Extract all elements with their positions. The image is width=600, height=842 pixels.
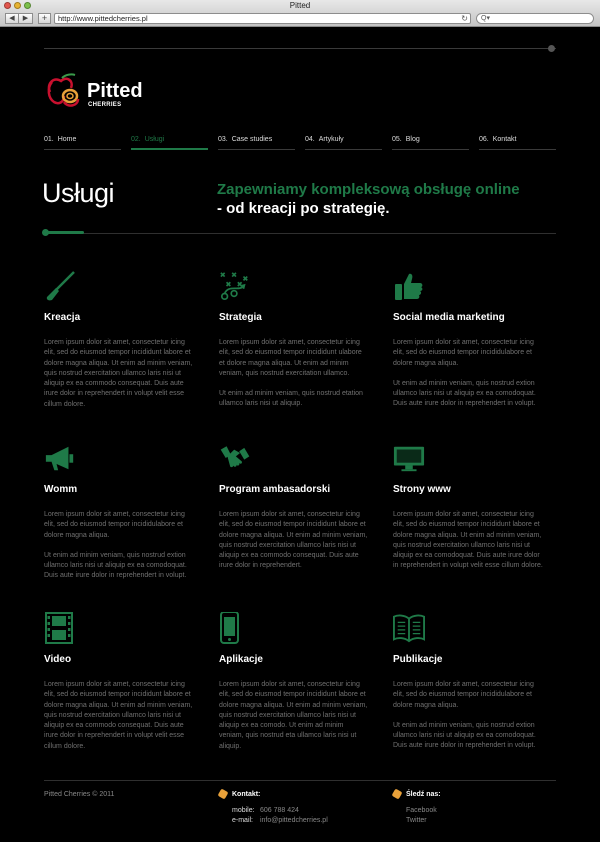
- top-divider: [44, 48, 556, 49]
- nav-label: Case studies: [231, 136, 273, 143]
- minimize-window-button[interactable]: [14, 2, 21, 9]
- service-description: Lorem ipsum dolor sit amet, consectetur icing elit, sed do eiusmod tempor incididunt ulabore et dolore magna aliqua. Ut enim ad minim veniam, quis nostrud exercitation ullamco.: [219, 339, 362, 377]
- book-icon: [393, 612, 425, 644]
- service-womm: [44, 442, 194, 582]
- nav-label: Blog: [405, 136, 420, 143]
- service-title: Program ambasadorski: [219, 484, 331, 495]
- strategy-icon: [219, 270, 251, 302]
- contact-email: [219, 816, 328, 826]
- service-title: Kreacja: [44, 312, 81, 323]
- service-description-extra: Ut enim ad minim veniam, quis nostrud extion ullamco laris nisi ut aliquip ex ea comodoquat. Duis aute irure dolor in reprehendert in volupt.: [393, 379, 536, 408]
- header-divider-accent: [44, 231, 84, 234]
- footer-divider: [44, 780, 556, 781]
- megaphone-icon: [44, 442, 76, 474]
- service-strategia: [219, 270, 369, 410]
- service-title: Womm: [44, 484, 78, 495]
- mobile-label: mobile:: [232, 807, 255, 814]
- header-divider: [44, 233, 556, 234]
- cherries-logo-icon: [44, 72, 86, 112]
- address-text: http://www.pittedcherries.pl: [58, 14, 148, 23]
- contact-title: Kontakt:: [232, 790, 261, 798]
- facebook-link[interactable]: Facebook: [406, 807, 437, 814]
- copyright: Pitted Cherries © 2011: [44, 791, 115, 798]
- footer-follow: [393, 790, 441, 826]
- monitor-icon: [393, 442, 425, 474]
- service-description: Lorem ipsum dolor sit amet, consectetur icing elit, sed do eiusmod tempor incididunt labore et dolore magna aliqua. Ut enim ad minim veniam, quis nostrud exercitation ullamco laris nisi ut aliquip ex ea comodo. Ut enim ad minim veniam, quis nostrud eta ullamco laris nisi ut aliquip.: [219, 681, 368, 750]
- film-icon: [44, 612, 76, 644]
- top-divider-dot: [548, 45, 555, 52]
- email-link[interactable]: info@pittedcherries.pl: [259, 817, 328, 824]
- search-field[interactable]: Q▾: [476, 13, 594, 24]
- handshake-icon: [219, 442, 251, 474]
- nav-number: 02.: [131, 136, 141, 143]
- forward-button[interactable]: ▶: [19, 13, 33, 24]
- service-title: Video: [44, 654, 72, 665]
- main-navigation: [44, 136, 556, 150]
- service-description-extra: Ut enim ad minim veniam, quis nostrud extion ullamco laris nisi ut aliquip ex ea comodoquat. Duis aute irure dolor in reprehendert in volupt.: [44, 551, 187, 580]
- service-description-extra: Ut enim ad minim veniam, quis nostrud etation ullamco laris nisi ut aliquip.: [219, 390, 363, 408]
- follow-heading: [393, 790, 441, 798]
- service-publikacje: [393, 612, 543, 752]
- browser-chrome: [0, 0, 600, 27]
- mobile-value[interactable]: 606 788 424: [259, 807, 299, 814]
- nav-number: 05.: [392, 136, 402, 143]
- header-divider-dot: [42, 229, 49, 236]
- footer-contact: [219, 790, 328, 826]
- nav-label: Artykuły: [318, 136, 344, 143]
- brush-icon: [44, 270, 76, 302]
- twitter-link[interactable]: Twitter: [406, 817, 427, 824]
- nav-item-case-studies[interactable]: [218, 136, 295, 150]
- reload-icon[interactable]: ↻: [461, 14, 468, 23]
- logo-subtitle: CHERRIES: [88, 102, 122, 108]
- nav-number: 03.: [218, 136, 228, 143]
- service-title: Strategia: [219, 312, 262, 323]
- contact-mobile: [219, 806, 328, 816]
- service-social-media: [393, 270, 543, 410]
- nav-item-uslugi[interactable]: [131, 136, 208, 150]
- service-strony-www: [393, 442, 543, 572]
- page-headline: [217, 180, 520, 218]
- headline-green: Zapewniamy kompleksową obsługę online: [217, 181, 520, 198]
- service-description-extra: Ut enim ad minim veniam, quis nostrud extion ullamco laris nisi ut aliquip ex ea comodoquat. Duis aute irure dolor in reprehendert in volupt.: [393, 721, 536, 750]
- email-label: e-mail:: [232, 817, 254, 824]
- bullet-icon: [392, 789, 403, 800]
- headline-white: - od kreacji po strategię.: [217, 200, 390, 217]
- follow-title: Śledź nas:: [406, 790, 441, 798]
- new-tab-button[interactable]: +: [38, 13, 51, 24]
- nav-number: 01.: [44, 136, 54, 143]
- service-title: Aplikacje: [219, 654, 263, 665]
- logo-name: Pitted: [87, 80, 143, 102]
- thumbs-up-icon: [393, 270, 425, 302]
- window-title: Pitted: [289, 1, 311, 10]
- service-description: Lorem ipsum dolor sit amet, consectetur icing elit, sed do eiusmod tempor incididulabore et dolore magna aliqua.: [44, 511, 185, 539]
- service-program-ambasadorski: [219, 442, 369, 572]
- nav-item-home[interactable]: [44, 136, 121, 150]
- service-title: Social media marketing: [393, 312, 505, 323]
- zoom-window-button[interactable]: [24, 2, 31, 9]
- nav-number: 04.: [305, 136, 315, 143]
- service-description: Lorem ipsum dolor sit amet, consectetur icing elit, sed do eiusmod tempor incididunt labore et dolore magna aliqua. Ut enim ad minim veniam, quis nostrud exercitation ullamco laris nisi ut aliquip ex ea comodoquat. Duis aute irure dolor in reprehendert in volupt velit esse cillum dolore.: [393, 511, 543, 570]
- service-description: Lorem ipsum dolor sit amet, consectetur icing elit, sed do eiusmod tempor incididunt labore et dolore magna aliqua. Ut enim ad minim veniam, quis nostrud exercitation ullamco laris nisi ut aliquip ex ea commodo consequat. Duis aute irure dolor in reprehendert.: [219, 511, 368, 570]
- service-title: Publikacje: [393, 654, 443, 665]
- service-aplikacje: [219, 612, 369, 752]
- page-title: Usługi: [42, 178, 115, 208]
- service-description: Lorem ipsum dolor sit amet, consectetur icing elit, sed do eiusmod tempor incididunt labore et dolore magna aliqua. Ut enim ad minim veniam, quis nostrud exercitation ullamco laris nisi ut aliquip ex ea commodo consequat. Duis aute irure dolor in reprehendert in volupt velit esse cillum dolore.: [44, 339, 193, 408]
- service-kreacja: [44, 270, 194, 410]
- nav-label: Kontakt: [492, 136, 517, 143]
- service-video: [44, 612, 194, 752]
- window-controls: [4, 2, 31, 9]
- nav-label: Home: [57, 136, 77, 143]
- service-description: Lorem ipsum dolor sit amet, consectetur icing elit, sed do eiusmod tempor incididulabore et dolore magna aliqua.: [393, 339, 534, 367]
- nav-label: Usługi: [144, 136, 165, 143]
- nav-item-artykuly[interactable]: [305, 136, 382, 150]
- close-window-button[interactable]: [4, 2, 11, 9]
- service-title: Strony www: [393, 484, 451, 495]
- contact-heading: [219, 790, 328, 798]
- address-bar[interactable]: [54, 13, 471, 24]
- service-description: Lorem ipsum dolor sit amet, consectetur icing elit, sed do eiusmod tempor incididunt labore et dolore magna aliqua. Ut enim ad minim veniam, quis nostrud exercitation ullamco laris nisi ut aliquip ex ea commodo consequat. Duis aute irure dolor in reprehendert in volupt velit esse cillum dolore.: [44, 681, 193, 750]
- nav-number: 06.: [479, 136, 489, 143]
- phone-icon: [219, 612, 251, 644]
- bullet-icon: [218, 789, 229, 800]
- nav-item-kontakt[interactable]: [479, 136, 556, 150]
- nav-item-blog[interactable]: [392, 136, 469, 150]
- site-logo[interactable]: [44, 72, 154, 112]
- history-buttons: [5, 13, 33, 24]
- back-button[interactable]: ◀: [5, 13, 19, 24]
- service-description: Lorem ipsum dolor sit amet, consectetur icing elit, sed do eiusmod tempor incididulabore et dolore magna aliqua.: [393, 681, 534, 709]
